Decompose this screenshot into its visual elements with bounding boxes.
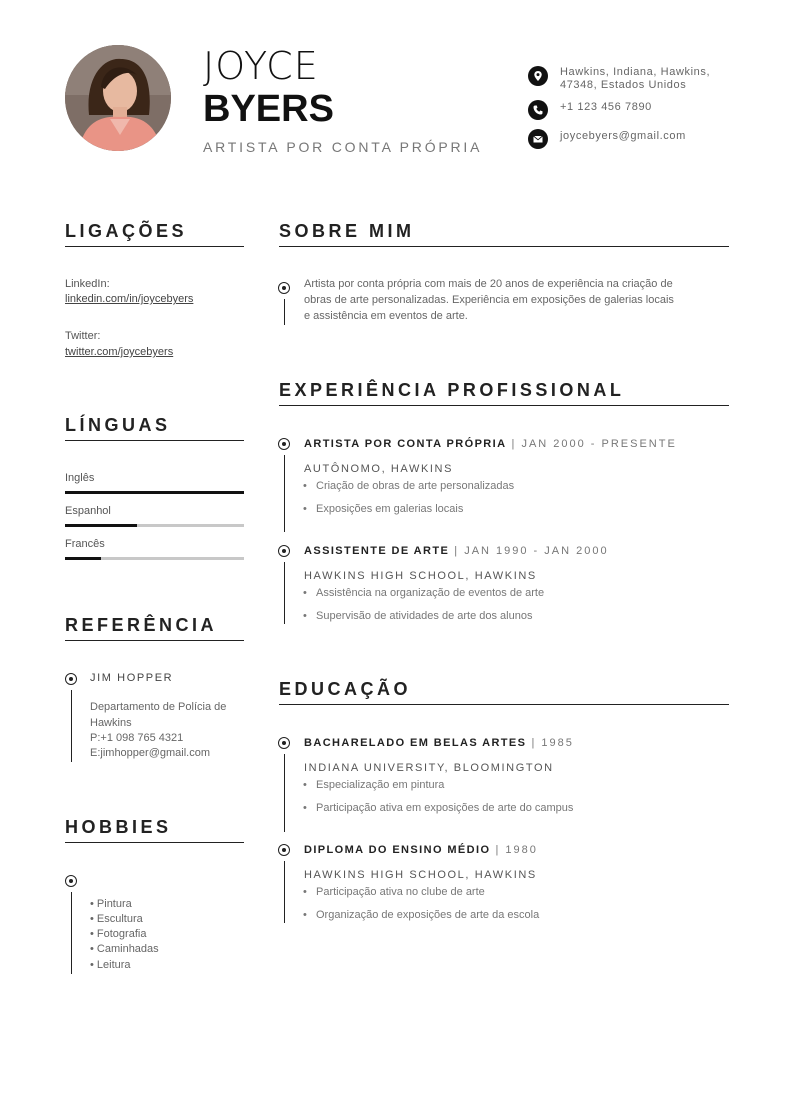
profile-photo <box>65 45 171 151</box>
timeline-dot-icon <box>278 438 290 450</box>
education-date: 1980 <box>505 844 538 856</box>
languages-divider <box>65 440 244 441</box>
hobby-item: • Caminhadas <box>90 943 159 955</box>
hobby-item: • Fotografia <box>90 928 147 940</box>
timeline-dot-icon <box>278 545 290 557</box>
language-level-bar <box>65 491 244 494</box>
timeline-dot-icon <box>278 282 290 294</box>
experience-divider <box>279 405 729 406</box>
education-degree-title: DIPLOMA DO ENSINO MÉDIO <box>304 844 491 856</box>
experience-org: HAWKINS HIGH SCHOOL, HAWKINS <box>304 570 537 582</box>
date-separator: | <box>490 844 506 856</box>
envelope-icon <box>528 129 548 149</box>
education-degree <box>304 844 538 856</box>
timeline-dot-icon <box>278 737 290 749</box>
language-level-bar <box>65 557 244 560</box>
first-name: JOYCE <box>203 44 319 88</box>
contact-address <box>528 66 738 92</box>
languages-title: LÍNGUAS <box>65 415 171 435</box>
education-bullet: • Organização de exposições de arte da escola <box>303 909 540 921</box>
education-degree-title: BACHARELADO EM BELAS ARTES <box>304 737 527 749</box>
timeline-line <box>284 455 285 532</box>
timeline-line <box>284 299 285 325</box>
timeline-line <box>71 690 72 762</box>
education-title: EDUCAÇÃO <box>279 679 412 699</box>
timeline-line <box>284 861 285 923</box>
experience-bullet: • Assistência na organização de eventos de arte <box>303 587 545 599</box>
date-separator: | <box>449 545 465 557</box>
timeline-dot-icon <box>65 875 77 887</box>
education-institution: INDIANA UNIVERSITY, BLOOMINGTON <box>304 762 554 774</box>
date-separator: | <box>526 737 542 749</box>
hobby-item: • Pintura <box>90 898 132 910</box>
hobbies-divider <box>65 842 244 843</box>
experience-bullet: • Supervisão de atividades de arte dos alunos <box>303 610 533 622</box>
language-name: Francês <box>65 538 105 550</box>
about-divider <box>279 246 729 247</box>
timeline-line <box>284 754 285 832</box>
language-name: Espanhol <box>65 505 111 517</box>
education-bullet: • Especialização em pintura <box>303 779 445 791</box>
job-title: ARTISTA POR CONTA PRÓPRIA <box>203 139 483 155</box>
education-degree <box>304 737 574 749</box>
experience-date: JAN 2000 - PRESENTE <box>521 438 677 450</box>
phone-icon <box>528 100 548 120</box>
hobby-item: • Leitura <box>90 959 131 971</box>
phone-number[interactable]: +1 123 456 7890 <box>560 101 652 113</box>
hobbies-title: HOBBIES <box>65 817 172 837</box>
reference-email: E:jimhopper@gmail.com <box>90 747 210 759</box>
links-divider <box>65 246 244 247</box>
twitter-link[interactable]: twitter.com/joycebyers <box>65 346 174 358</box>
about-text-line: obras de arte personalizadas. Experiência em exposições de galerias locais <box>304 294 674 306</box>
reference-divider <box>65 640 244 641</box>
experience-role <box>304 545 609 557</box>
about-text-line: Artista por conta própria com mais de 20 anos de experiência na criação de <box>304 278 673 290</box>
timeline-line <box>284 562 285 624</box>
education-divider <box>279 704 729 705</box>
email-address[interactable]: joycebyers@gmail.com <box>560 130 686 142</box>
experience-title: EXPERIÊNCIA PROFISSIONAL <box>279 380 625 400</box>
reference-phone: P:+1 098 765 4321 <box>90 732 184 744</box>
timeline-dot-icon <box>278 844 290 856</box>
reference-org-line-2: Hawkins <box>90 717 132 729</box>
language-level-fill <box>65 557 101 560</box>
language-level-bar <box>65 524 244 527</box>
contact-phone <box>528 100 738 120</box>
last-name: BYERS <box>203 88 334 130</box>
experience-date: JAN 1990 - JAN 2000 <box>464 545 609 557</box>
about-text-line: e assistência em eventos de arte. <box>304 310 468 322</box>
experience-org: AUTÔNOMO, HAWKINS <box>304 463 454 475</box>
portrait-photo-icon <box>65 45 171 151</box>
experience-role <box>304 438 677 450</box>
education-institution: HAWKINS HIGH SCHOOL, HAWKINS <box>304 869 537 881</box>
location-pin-icon <box>528 66 548 86</box>
language-level-fill <box>65 491 244 494</box>
timeline-dot-icon <box>65 673 77 685</box>
reference-org-line-1: Departamento de Polícia de <box>90 701 227 713</box>
education-bullet: • Participação ativa no clube de arte <box>303 886 485 898</box>
address-line-1: Hawkins, Indiana, Hawkins, <box>560 66 711 78</box>
reference-name: JIM HOPPER <box>90 672 174 684</box>
experience-bullet: • Criação de obras de arte personalizadas <box>303 480 515 492</box>
education-bullet: • Participação ativa em exposições de arte do campus <box>303 802 574 814</box>
date-separator: | <box>506 438 522 450</box>
experience-role-title: ASSISTENTE DE ARTE <box>304 545 450 557</box>
language-name: Inglês <box>65 472 95 484</box>
linkedin-label: LinkedIn: <box>65 278 110 290</box>
language-level-fill <box>65 524 137 527</box>
links-title: LIGAÇÕES <box>65 221 188 241</box>
hobby-item: • Escultura <box>90 913 143 925</box>
timeline-line <box>71 892 72 974</box>
reference-title: REFERÊNCIA <box>65 615 218 635</box>
education-date: 1985 <box>541 737 574 749</box>
twitter-label: Twitter: <box>65 330 101 342</box>
about-title: SOBRE MIM <box>279 221 415 241</box>
address-line-2: 47348, Estados Unidos <box>560 79 687 91</box>
linkedin-link[interactable]: linkedin.com/in/joycebyers <box>65 293 194 305</box>
contact-email <box>528 129 738 149</box>
experience-bullet: • Exposições em galerias locais <box>303 503 464 515</box>
experience-role-title: ARTISTA POR CONTA PRÓPRIA <box>304 438 507 450</box>
